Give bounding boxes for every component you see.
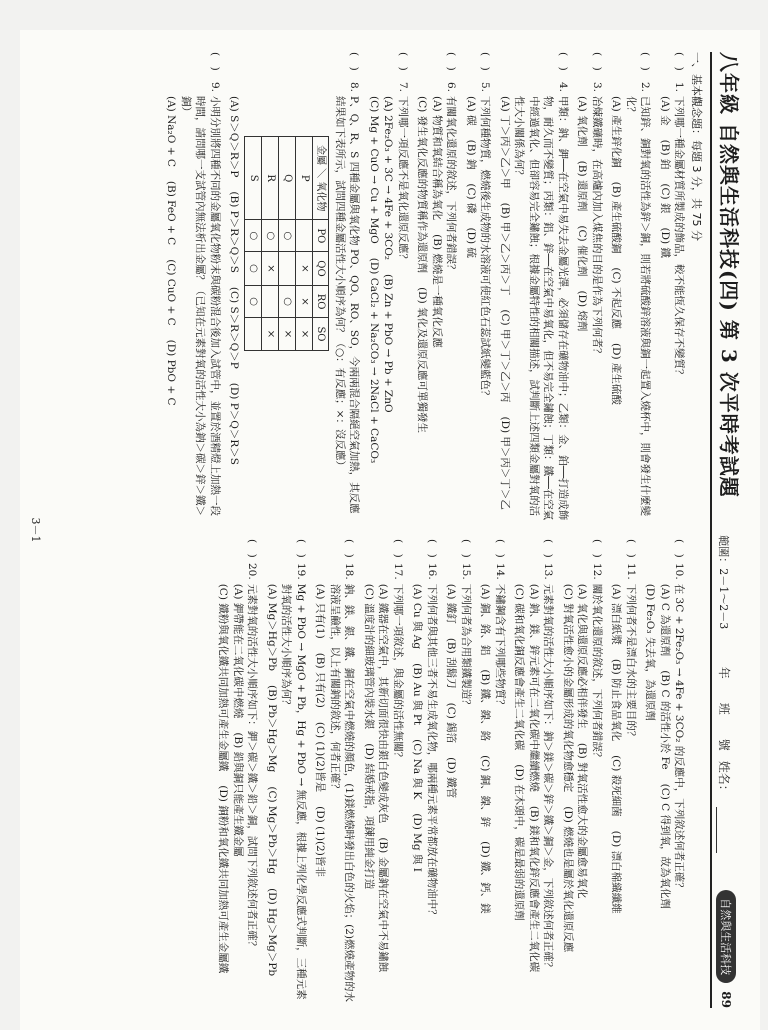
question-item: [478, 539, 507, 1008]
answer-option[interactable]: (B) 鐵、鎳、鉻: [479, 669, 492, 742]
answer-option[interactable]: (C) 磷: [464, 183, 477, 214]
answer-option[interactable]: (A) 丁＞丙＞乙＞甲: [498, 96, 511, 189]
answer-options: [657, 96, 671, 521]
answer-blank[interactable]: ( ): [343, 539, 356, 558]
question-item: [609, 539, 638, 1008]
table-cell: [278, 252, 295, 285]
question-body: [560, 584, 603, 1008]
table-cell: ×: [295, 285, 312, 318]
answer-option[interactable]: (B) 還原劑: [576, 160, 589, 212]
table-cell: ×: [278, 318, 295, 350]
answer-option[interactable]: (A) 碳: [464, 96, 477, 126]
answer-options: [463, 96, 477, 521]
table-row-header: R: [262, 137, 279, 220]
question-number: 6.: [445, 81, 458, 92]
question-text: 甲類：鈉、鉀──在空氣中易失去金屬光澤，必須儲存在礦物油中；乙類：金、鉑──打造成飾物，耐久而不變質；丙類：鋁、鋅──在空氣中易氧化，但不易完全鏽蝕；丁類：鐵──在空氣中經過氧化、但卻容易完全鏽蝕；根據金屬特性的相關描述，試判斷上述四類金屬對氧的活性大小關係為何？: [513, 96, 569, 521]
answer-option[interactable]: (C) 對氧活性愈小的金屬形成的氧化物愈穩定: [561, 583, 574, 793]
answer-options: [415, 96, 444, 521]
answer-option[interactable]: (C) Mg + CuO → Cu + MgO: [367, 96, 380, 244]
answer-blank[interactable]: ( ): [624, 539, 637, 558]
question-body: [216, 584, 259, 1008]
answer-option[interactable]: (D) 鐵、鈣、鎂: [479, 841, 492, 914]
answer-option[interactable]: (C) 銀: [658, 183, 671, 214]
answer-option[interactable]: (D) 漂白棉織纖維: [610, 830, 623, 914]
answer-options: [512, 584, 541, 1008]
answer-option[interactable]: (A) 鉀帶能在二氧化碳中燃燒: [231, 583, 244, 719]
question-text: 下列哪一項反應不是氧化還原反應？: [396, 96, 409, 264]
answer-blank[interactable]: ( ): [246, 539, 259, 558]
answer-option[interactable]: (C) Mg＞Pb＞Hg: [265, 786, 278, 875]
answer-option[interactable]: (C) 銅、鎳、鋅: [479, 755, 492, 828]
answer-blank[interactable]: ( ): [590, 539, 603, 558]
answer-option[interactable]: (D) Fe₂O₃ 失去氧，為還原劑: [644, 583, 657, 721]
answer-blank[interactable]: ( ): [391, 539, 404, 558]
answer-options: [497, 96, 511, 521]
answer-option[interactable]: (B) 防止食品氧化: [610, 658, 623, 742]
answer-blank[interactable]: ( ): [348, 52, 361, 71]
question-number: 19.: [294, 563, 307, 580]
answer-blank[interactable]: ( ): [673, 539, 685, 558]
answer-option[interactable]: (D) 熔劑: [576, 290, 589, 332]
answer-option[interactable]: (B) Zn + PbO → Pb + ZnO: [382, 274, 395, 413]
question-body: [575, 96, 604, 521]
question-number: 7.: [396, 81, 409, 92]
question-number: 3.: [590, 81, 603, 92]
answer-options: [643, 584, 672, 1008]
question-item: [366, 52, 409, 521]
question-item: [164, 52, 222, 521]
answer-blank[interactable]: ( ): [590, 52, 603, 71]
table-corner: 金屬 ＼ 氧化物: [312, 137, 329, 220]
left-column: [46, 52, 686, 521]
answer-option[interactable]: (D) 鐵管: [445, 757, 458, 799]
question-item: [227, 52, 361, 521]
answer-blank[interactable]: ( ): [208, 52, 221, 71]
question-item: [216, 539, 259, 1008]
answer-option[interactable]: (D) 氧化及還原反應可單獨發生: [416, 287, 429, 434]
answer-option[interactable]: (A) 只有(1): [314, 583, 327, 639]
answer-blank[interactable]: ( ): [459, 539, 472, 558]
answer-option[interactable]: (B) Au 與 Pt: [411, 663, 424, 726]
answer-blank[interactable]: ( ): [396, 52, 409, 71]
answer-option[interactable]: (A) Mg＞Hg＞Pb: [265, 583, 278, 671]
answer-option[interactable]: (A) 鐵釘: [445, 583, 458, 624]
question-item: [313, 539, 356, 1008]
answer-option[interactable]: (A) Na₂O + C: [165, 96, 178, 167]
answer-option[interactable]: (A) 物質和氧結合稱為氧化: [430, 96, 443, 221]
student-info: [716, 667, 733, 853]
answer-option[interactable]: (A) 漂白紙漿: [610, 583, 623, 645]
answer-option[interactable]: (A) 銅、鉻、鋁: [479, 583, 492, 656]
table-cell: ×: [295, 318, 312, 350]
question-body: [463, 96, 492, 521]
answer-option[interactable]: (D) P＞Q＞R＞S: [228, 382, 241, 465]
answer-option[interactable]: (B) 鈉: [464, 139, 477, 170]
answer-option[interactable]: (D) 燃燒也是屬於氧化還原反應: [561, 806, 574, 953]
question-text: 鈉、鎂、銀、鐵、銅在空氣中燃燒的顏色，(1)鎂燃燒時發出白色的火焰；(2)燃燒產物的水溶液呈鹼性，以上有關鈉的敘述，何者正確？: [328, 583, 356, 1002]
question-number: 13.: [542, 563, 555, 580]
question-number: 12.: [590, 563, 603, 580]
answer-option[interactable]: (D) (1)(2)皆非: [314, 806, 327, 877]
question-text: 關於氧化還原的敘述，下列何者錯誤？: [590, 583, 603, 763]
question-body: [264, 584, 307, 1008]
answer-option[interactable]: (C) 催化劑: [576, 225, 589, 277]
table-cell: ○: [262, 220, 279, 252]
table-column-header: PO: [312, 220, 329, 252]
table-cell: ○: [245, 252, 262, 285]
question-body: [410, 584, 439, 1008]
question-number: 11.: [624, 563, 637, 580]
answer-option[interactable]: (C) 錫箔: [445, 702, 458, 744]
answer-option[interactable]: (D) 銅粉和氧化鐵共同加熱可產生金屬鐵: [217, 785, 230, 974]
answer-option[interactable]: (D) 鐵: [658, 227, 671, 258]
question-item: [463, 52, 492, 521]
question-body: [657, 96, 686, 521]
exam-title: 八年級 自然與生活科技(四) 第 3 次平時考試題: [717, 52, 741, 498]
question-item: [609, 52, 652, 521]
answer-option[interactable]: (C) S＞R＞Q＞P: [228, 286, 241, 369]
question-text: 下列何者不是漂白水的主要目的？: [624, 583, 637, 742]
answer-option[interactable]: (B) Pb＞Hg＞Mg: [265, 684, 278, 773]
table-cell: [245, 318, 262, 350]
answer-option[interactable]: (A) 氧化劑: [576, 96, 589, 147]
question-item: [264, 539, 307, 1008]
answer-option[interactable]: (B) 對氧活性愈大的金屬愈易氧化: [576, 742, 589, 899]
answer-blank[interactable]: ( ): [479, 52, 492, 71]
question-text: P、Q、R、S 四種金屬與氧化物 PO、QO、RO、SO，今兩兩混合隔絕空氣加熱，其反應結果如下表所示，試問四種金屬活性大小順序為何？（○：有反應；×：沒反應）: [333, 96, 361, 514]
question-number: 5.: [479, 81, 492, 92]
question-item: [410, 539, 439, 1008]
question-item: [657, 52, 686, 521]
question-number: 2.: [639, 81, 652, 92]
answer-option[interactable]: (A) 氧化與還原反應必相伴發生: [576, 583, 589, 729]
answer-option[interactable]: (C) 碳和氧化銅反應會產生二氧化碳: [513, 583, 526, 751]
answer-options: [361, 584, 390, 1008]
question-text: 在 3C + 2Fe₂O₃ → 4Fe + 3CO₂ 的反應中，下列敘述何者正確？: [673, 583, 685, 893]
answer-options: [410, 584, 424, 1008]
answer-blank[interactable]: ( ): [294, 539, 307, 558]
question-item: [444, 539, 473, 1008]
answer-option[interactable]: (C) CuO + C: [165, 259, 178, 326]
table-row-header: P: [295, 137, 312, 220]
question-text: 下列何者為合用類鐵製造？: [459, 583, 472, 710]
question-text: 下列哪一種金屬材質所製成的飾品，較不能恆久保存不變質？: [673, 96, 685, 380]
answer-option[interactable]: (D) CaCl₂ + Na₂CO₃ → 2NaCl + CaCO₃: [367, 257, 380, 464]
question-body: [415, 96, 458, 521]
question-item: [575, 52, 604, 521]
answer-options: [216, 584, 245, 1008]
question-item: [415, 52, 458, 521]
answer-option[interactable]: (D) 甲＞丙＞丁＞乙: [498, 416, 511, 510]
table-row-header: Q: [278, 137, 295, 220]
question-number: 9.: [208, 81, 221, 92]
question-body: [497, 96, 569, 521]
table-row-header: S: [245, 137, 262, 220]
answer-blank[interactable]: ( ): [425, 539, 438, 558]
question-number: 16.: [425, 563, 438, 580]
question-number: 8.: [348, 81, 361, 92]
answer-option[interactable]: (D) Hg＞Mg＞Pb: [265, 888, 278, 977]
question-text: 冶煉鐵礦時，在高爐內加入煤焦的目的是作為下列何者？: [590, 96, 603, 359]
question-text: 有關氧化還原的敘述，下列何者錯誤？: [445, 96, 458, 275]
answer-option[interactable]: (C) 甲＞丁＞乙＞丙: [498, 309, 511, 403]
answer-options: [313, 584, 327, 1008]
answer-option[interactable]: (B) 刮鬍刀: [445, 637, 458, 689]
question-body: [444, 584, 473, 1008]
question-number: 17.: [391, 563, 404, 580]
question-number: 1.: [673, 81, 685, 92]
answer-blank[interactable]: ( ): [493, 539, 506, 558]
answer-options: [609, 96, 623, 521]
question-columns: [46, 52, 686, 1008]
question-body: [512, 584, 555, 1008]
answer-option[interactable]: (C) Na 與 K: [411, 739, 424, 800]
answer-options: [560, 584, 589, 1008]
answer-option[interactable]: (B) 產生硫酸銅: [610, 181, 623, 254]
answer-option[interactable]: (B) 鉛與銅只能產生鐵金屬: [231, 732, 244, 857]
question-item: [512, 539, 555, 1008]
answer-option[interactable]: (A) 鈉、鎂、鋅元素可在二氧化碳中繼續燃燒: [527, 583, 540, 792]
answer-option[interactable]: (C) 鐵粉與氧化鐵共同加熱可產生金屬鐵: [217, 583, 230, 772]
answer-option[interactable]: (A) 產生鋅化銅: [610, 96, 623, 168]
answer-option[interactable]: (B) 鉑: [658, 139, 671, 170]
table-row: [245, 137, 262, 351]
question-item: [643, 539, 686, 1008]
page-footer: 3－1: [29, 517, 42, 543]
table-cell: ○: [245, 220, 262, 252]
answer-blank[interactable]: ( ): [673, 52, 685, 71]
answer-option[interactable]: (B) P＞R＞Q＞S: [228, 191, 241, 273]
question-number: 4.: [556, 81, 569, 92]
exam-range: 範圍：2－1～2－3: [717, 535, 730, 630]
question-body: [313, 584, 356, 1008]
question-body: [643, 584, 686, 1008]
question-body: [366, 96, 409, 521]
answer-blank[interactable]: ( ): [542, 539, 555, 558]
question-item: [560, 539, 603, 1008]
answer-options: [609, 584, 623, 1008]
answer-option[interactable]: (A) S＞Q＞R＞P: [228, 96, 241, 178]
question-text: 不鏽鋼含有下列哪些物質？: [493, 583, 506, 710]
table-row: [278, 137, 295, 351]
exam-sheet: [20, 30, 760, 1030]
answer-option[interactable]: (D) Mg 與 I: [411, 813, 424, 872]
question-body: [227, 96, 361, 521]
answer-option[interactable]: (D) 產生硫酸: [610, 342, 623, 405]
question-body: [164, 96, 222, 521]
answer-option[interactable]: (A) 金: [658, 96, 671, 126]
answer-blank[interactable]: ( ): [556, 52, 569, 71]
table-cell: ○: [278, 285, 295, 318]
answer-option[interactable]: (A) Cu 與 Ag: [411, 583, 424, 650]
question-item: [497, 52, 569, 521]
table-cell: [262, 285, 279, 318]
answer-blank[interactable]: ( ): [445, 52, 458, 71]
question-body: [361, 584, 404, 1008]
table-row: [262, 137, 279, 351]
answer-option[interactable]: (C) 不起反應: [610, 267, 623, 329]
answer-option[interactable]: (D) 在木頭中，碳是最弱的還原劑: [513, 764, 526, 921]
sheet-header: [710, 52, 746, 1008]
answer-option[interactable]: (C) (1)(2)皆是: [314, 721, 327, 793]
answer-option[interactable]: (C) 發生氧化反應的物質稱作為還原劑: [416, 96, 429, 274]
answer-options: [164, 96, 178, 521]
question-text: 元素對氧的活性大小順序如下：鈉＞鎂＞碳＞鋅＞鐵＞銅＞金，下列敘述何者正確？: [542, 583, 555, 973]
answer-option[interactable]: (D) PbO + C: [165, 339, 178, 406]
question-text: 下列哪一項敘述，與金屬的活性無關？: [391, 583, 404, 763]
answer-option[interactable]: (A) 2Fe₂O₃ + 3C → 4Fe + 3CO₂: [382, 96, 395, 261]
table-cell: [295, 220, 312, 252]
answer-option[interactable]: (A) 鐵器在空氣中，其新切面很快由銀白色變成灰色: [377, 583, 390, 824]
answer-option[interactable]: (B) FeO + C: [165, 180, 178, 246]
question-body: [609, 96, 652, 521]
table-cell: ×: [262, 318, 279, 350]
class-label: 年 班 號: [717, 666, 731, 751]
question-text: Mg + PbO → MgO + Pb，Hg + PbO → 無反應，根據上列化學反應式判斷，三種元素對氧的活性大小順序為何？: [280, 583, 307, 1000]
table-column-header: SO: [312, 318, 329, 350]
question-number: 18.: [343, 563, 356, 580]
answer-options: [227, 96, 241, 521]
answer-option[interactable]: (C) 溫度計的細玻璃管內裝水銀: [362, 583, 375, 730]
answer-option[interactable]: (D) 結婚戒指，項鍊用純金打造: [362, 743, 375, 890]
question-number: 20.: [246, 563, 259, 580]
question-text: 小明分別將四種不同的金屬氧化物粉末與碳粉混合後加入試管中，並置於酒精燈上加熱一段時間，請問哪一支試管內無法析出金屬？（已知在元素對氧的活性大小為鈉＞碳＞鋅＞鐵＞銅）: [179, 96, 221, 516]
answer-option[interactable]: (D) 硫: [464, 227, 477, 258]
answer-options: [444, 584, 458, 1008]
table-column-header: QO: [312, 252, 329, 285]
table-cell: ○: [245, 285, 262, 318]
question-text: 元素對氧的活性大小順序如下：鉀＞碳＞鐵＞鉛＞銅，試問下列敘述何者正確？: [246, 583, 259, 952]
section-heading: 一、基本觀念題：每題 3 分，共 75 分: [690, 52, 703, 241]
reaction-table: [244, 136, 329, 351]
answer-options: [575, 96, 589, 521]
table-cell: ○: [278, 220, 295, 252]
answer-options: [478, 584, 492, 1008]
question-text: 下列何種物質，燃燒後生成物的水溶液可使紅色石蕊試紙變藍色？: [479, 96, 492, 401]
answer-option[interactable]: (C) C 得到氧，故為氧化劑: [658, 783, 671, 910]
answer-blank[interactable]: ( ): [639, 52, 652, 71]
table-column-header: RO: [312, 285, 329, 318]
answer-option[interactable]: (B) C 的活性小於 Fe: [658, 670, 671, 770]
answer-option[interactable]: (B) 甲＞乙＞丙＞丁: [498, 202, 511, 296]
answer-option[interactable]: (C) 殺死細菌: [610, 755, 623, 817]
question-item: [361, 539, 404, 1008]
question-text: 已知鋅、銅對氧的活性為鋅＞銅，則若將硫酸鋅溶液與銅一起置入燒杯中，則會發生什麼變化？: [624, 96, 652, 516]
answer-options: [366, 96, 395, 521]
page-corner-number: 89: [719, 991, 733, 1008]
answer-option[interactable]: (A) C 為還原劑: [658, 583, 671, 657]
answer-options: [264, 584, 278, 1008]
badge-row: [716, 890, 736, 1008]
question-number: 10.: [673, 563, 685, 580]
question-number: 14.: [493, 563, 506, 580]
name-blank: [716, 807, 717, 853]
answer-option[interactable]: (B) 燃燒是一種氧化反應: [430, 234, 443, 348]
table-row: [295, 137, 312, 351]
subject-badge: 自然與生活科技: [716, 890, 736, 983]
answer-option[interactable]: (B) 金屬鈉在空氣中不易鏽蝕: [377, 837, 390, 973]
question-body: [609, 584, 638, 1008]
question-text: 下列何者與其他三者不易生成氧化物，哪兩種元素平常都放在礦物油中？: [425, 583, 438, 920]
answer-option[interactable]: (B) 鎂和氧化鋅反應會產生二氧化碳: [527, 805, 540, 973]
question-number: 15.: [459, 563, 472, 580]
question-body: [478, 584, 507, 1008]
right-column: [46, 539, 686, 1008]
table-cell: ×: [262, 252, 279, 285]
name-label: 姓名：: [717, 760, 731, 797]
answer-option[interactable]: (B) 只有(2): [314, 652, 327, 708]
table-cell: ×: [295, 252, 312, 285]
